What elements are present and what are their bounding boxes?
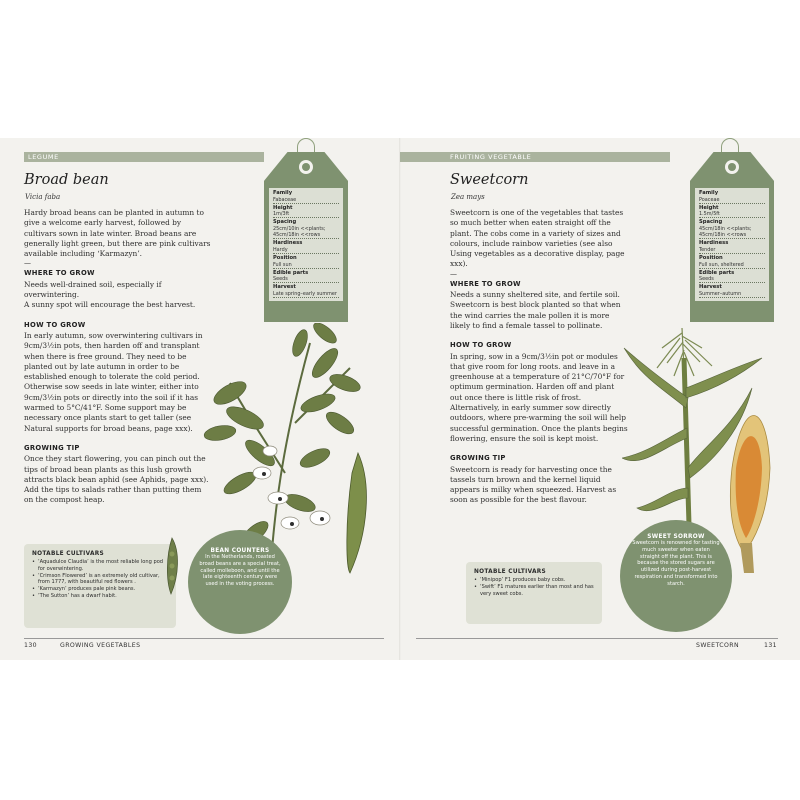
- tag-hole-icon: [299, 160, 313, 174]
- latin-name: Vicia faba: [25, 193, 61, 201]
- tag-value: 1m/3ft: [273, 211, 290, 218]
- circle-heading: BEAN COUNTERS: [210, 548, 270, 554]
- page-title: Sweetcorn: [450, 172, 529, 188]
- tag-row: [699, 270, 765, 284]
- notable-cultivars-box: [466, 562, 602, 624]
- tag-row: [699, 219, 765, 239]
- tag-value: 45cm/18in <<plants; 45cm/18in <<rows: [699, 225, 752, 239]
- section-heading: HOW TO GROW: [450, 341, 512, 350]
- tag-label: Edible parts: [273, 269, 309, 276]
- intro-paragraph: Sweetcorn is one of the vegetables that tastes so much better when eaten straight off the plant. The cobs come in a variety of sizes and colours, include rainbow varieties (see also Using vegetables as a decorative display, page xxx).: [450, 208, 625, 269]
- tag-row: [699, 190, 765, 204]
- book-spread: [0, 138, 800, 660]
- tag-string: [721, 138, 739, 154]
- section-dash: —: [450, 269, 457, 278]
- section-heading: WHERE TO GROW: [450, 279, 521, 288]
- tag-row: [699, 205, 765, 219]
- page-title: Broad bean: [24, 172, 109, 188]
- tag-label: Height: [699, 204, 719, 211]
- section-dash: —: [24, 259, 31, 268]
- circle-text: In the Netherlands, roasted broad beans are a special treat, called molleboon, and until the late eighteenth century were used in the voting process.: [199, 554, 281, 588]
- tag-value: Fabaceae: [273, 196, 297, 203]
- tag-string: [297, 138, 315, 154]
- cultivars-list: [474, 577, 594, 597]
- tag-row: [699, 284, 765, 298]
- tag-label: Spacing: [273, 219, 297, 226]
- list-item: • ‘Swift’ F1 matures earlier than most and has very sweet cobs.: [474, 584, 594, 598]
- body-text: [24, 208, 212, 506]
- tag-label: Position: [699, 255, 723, 262]
- tag-value: Hardy: [273, 246, 288, 253]
- footer-page-number: 131: [764, 642, 778, 649]
- tag-row: [273, 270, 339, 284]
- tag-row: [273, 219, 339, 239]
- footer-section-label: SWEETCORN: [696, 642, 739, 649]
- tag-label: Hardiness: [273, 240, 303, 247]
- tag-hole-icon: [725, 160, 739, 174]
- footer-rule: [416, 638, 778, 639]
- plant-info-card: [695, 188, 769, 301]
- tag-value: 1.5m/5ft: [699, 211, 720, 218]
- category-bar: FRUITING VEGETABLE: [400, 152, 670, 162]
- notable-cultivars-box: [24, 544, 176, 628]
- tag-row: [273, 205, 339, 219]
- latin-name: Zea mays: [451, 193, 485, 201]
- right-page: [400, 138, 800, 660]
- tag-row: [273, 255, 339, 269]
- list-item: • ‘The Sutton’ has a dwarf habit.: [32, 593, 168, 600]
- tag-label: Height: [273, 204, 293, 211]
- section-text: Sweetcorn is ready for harvesting once the tassels turn brown and the kernel liquid appears is milky when squeezed. Harvest as soon as possible for the best flavour.: [450, 464, 617, 505]
- sweet-sorrow-circle: [620, 520, 732, 632]
- cultivars-heading: NOTABLE CULTIVARS: [32, 551, 104, 557]
- tag-label: Spacing: [699, 219, 723, 226]
- tag-label: Family: [699, 190, 719, 196]
- tag-row: [699, 240, 765, 254]
- tag-label: Family: [273, 190, 293, 196]
- cultivars-heading: NOTABLE CULTIVARS: [474, 569, 546, 575]
- tag-value: Seeds: [699, 276, 714, 283]
- body-text: [450, 208, 628, 506]
- section-heading: GROWING TIP: [24, 443, 80, 452]
- section-text: In spring, sow in a 9cm/3½in pot or modules that give room for long roots. and leave in a greenhouse at a temperature of 21°C/70°F for optimum germination. Harden off and plant out once there is little risk of frost. Alternatively, in early summer sow directly outdoors, where pre-warming the soil will help successful germination. Once the plants begins flowering, ensure the soil is kept moist.: [450, 351, 628, 443]
- tag-value: Full sun: [273, 261, 292, 268]
- tag-value: Late spring–early summer: [273, 290, 337, 297]
- tag-value: Poaceae: [699, 196, 720, 203]
- tag-value: Tender: [699, 246, 716, 253]
- intro-paragraph: Hardy broad beans can be planted in autumn to give a welcome early harvest, followed by cultivars sown in late winter. Broad beans are generally light green, but there are pink cultivars available including ‘Karmazyn’.: [24, 208, 211, 259]
- tag-row: [699, 255, 765, 269]
- tag-row: [273, 190, 339, 204]
- section-heading: HOW TO GROW: [24, 320, 86, 329]
- tag-label: Hardiness: [699, 240, 729, 247]
- section-text: Once they start flowering, you can pinch out the tips of broad bean plants as this lush growth attracts black bean aphid (see Aphids, page xxx). Add the tips to salads rather than putting them on the compost heap.: [24, 454, 209, 505]
- section-heading: WHERE TO GROW: [24, 269, 95, 278]
- list-item: • ‘Aquadulce Claudia’ is the most reliable long pod for overwintering.: [32, 559, 168, 573]
- cultivars-list: [32, 559, 168, 600]
- category-bar: LEGUME: [24, 152, 264, 162]
- tag-row: [273, 240, 339, 254]
- section-heading: GROWING TIP: [450, 454, 506, 463]
- bean-pod-illustration: [162, 536, 182, 596]
- footer-rule: [24, 638, 384, 639]
- tag-value: Full sun, sheltered: [699, 261, 744, 268]
- tag-label: Harvest: [699, 284, 722, 291]
- plant-info-card: [269, 188, 343, 301]
- footer-section-label: GROWING VEGETABLES: [60, 642, 141, 649]
- tag-value: Seeds: [273, 276, 288, 283]
- footer-page-number: 130: [24, 642, 38, 649]
- circle-text: Sweetcorn is renowned for tasting much sweeter when eaten straight off the plant. This is because the stored sugars are utilized during post-harvest respiration and transformed into starch.: [632, 540, 720, 587]
- tag-label: Harvest: [273, 284, 296, 291]
- section-text: In early autumn, sow overwintering cultivars in 9cm/3½in pots, then harden off and transplant when there is free ground. They need to be planted out by late autumn in order to be established enough to tolerate the cold period. Otherwise sow seeds in late winter, either into 9cm/3½in pots or directly into the soil if it has warmed to 5°C/41°F. Some support may be necessary once plants start to get taller (see Natural supports for broad beans, page xxx).: [24, 330, 203, 433]
- bean-counters-circle: [188, 530, 292, 634]
- list-item: • ‘Crimson Flowered’ is an extremely old cultivar, from 1777, with beautiful red flowers .: [32, 573, 168, 587]
- circle-heading: SWEET SORROW: [647, 534, 705, 540]
- list-item: • ‘Karmazyn’ produces pale pink beans.: [32, 586, 168, 593]
- tag-row: [273, 284, 339, 298]
- section-text: Needs a sunny sheltered site, and fertile soil. Sweetcorn is best block planted so that when the wind carries the male pollen it is more likely to find a female tassel to pollinate.: [450, 290, 621, 330]
- tag-label: Position: [273, 255, 297, 262]
- tag-value: Summer–autumn: [699, 290, 742, 297]
- list-item: • ‘Minipop’ F1 produces baby cobs.: [474, 577, 594, 584]
- left-page: [0, 138, 400, 660]
- tag-label: Edible parts: [699, 269, 735, 276]
- tag-value: 25cm/10in <<plants; 45cm/18in <<rows: [273, 225, 326, 239]
- section-text: Needs well-drained soil, especially if overwintering. A sunny spot will encourage the best harvest.: [24, 279, 196, 310]
